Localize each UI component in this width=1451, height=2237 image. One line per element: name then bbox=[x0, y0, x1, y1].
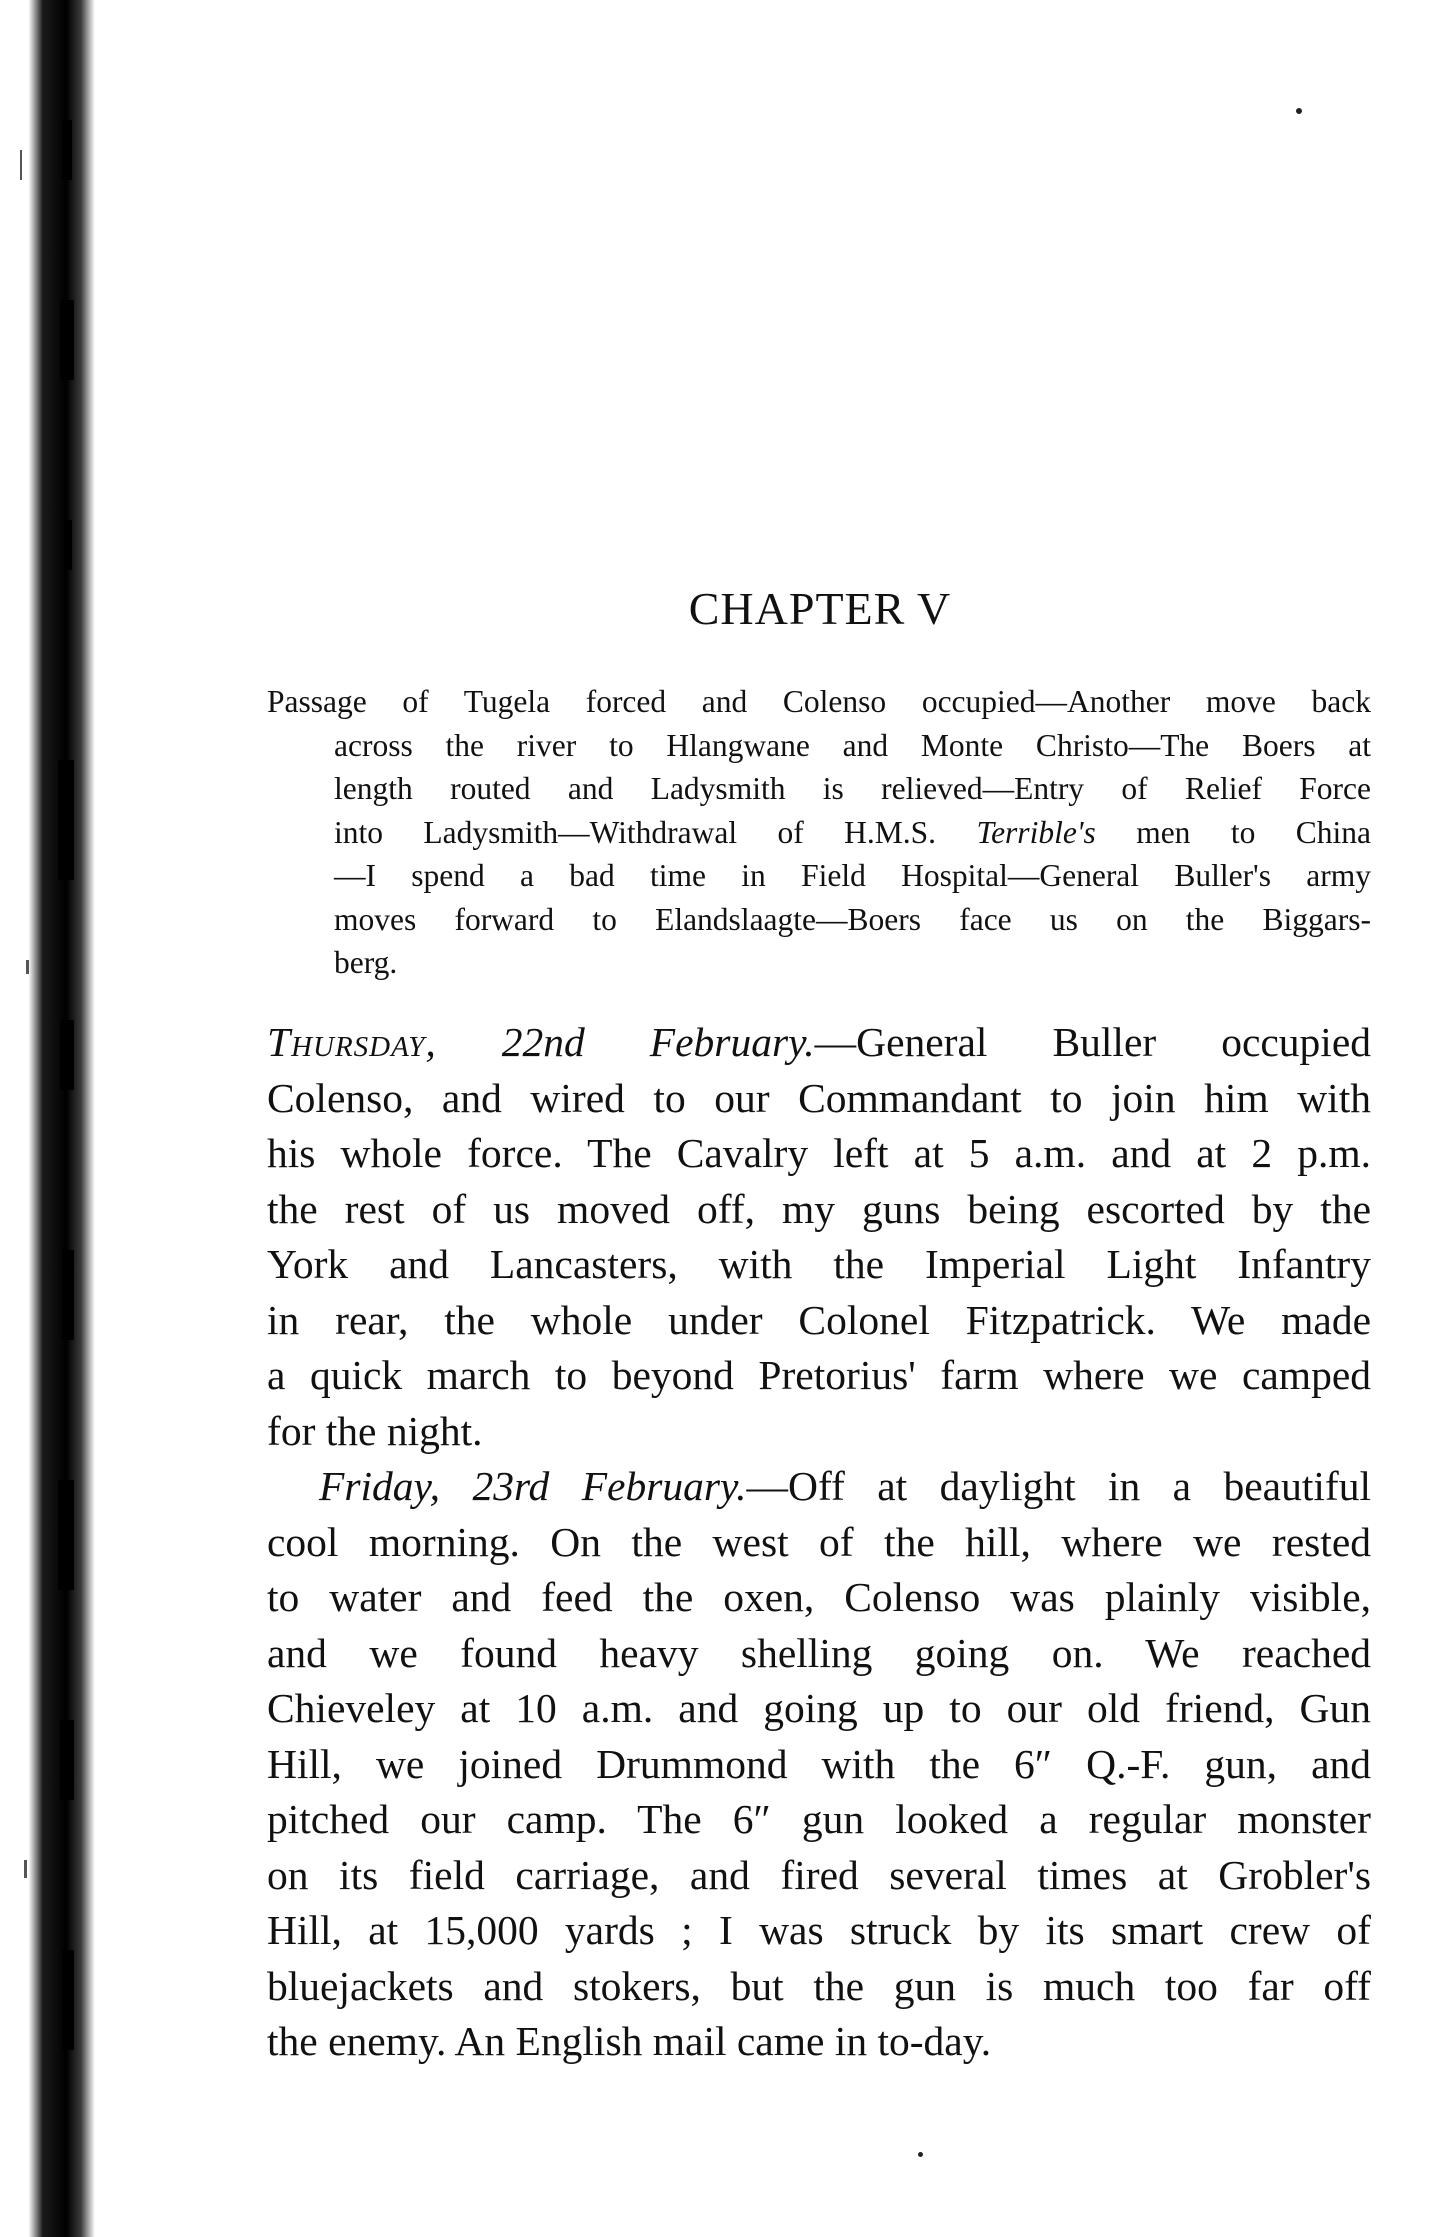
entry-day: Friday, bbox=[319, 1463, 441, 1509]
entry-line: and we found heavy shelling going on. We reached bbox=[267, 1629, 1371, 1676]
diary-body bbox=[267, 1015, 1371, 2070]
summary-line: across the river to Hlangwane and Monte Christo—The Boers at bbox=[334, 727, 1371, 763]
summary-line-head: into Ladysmith—Withdrawal of H.M.S. bbox=[334, 814, 977, 850]
entry-line: cool morning. On the west of the hill, where we rested bbox=[267, 1518, 1371, 1565]
entry-line: Colenso, and wired to our Commandant to join him with bbox=[267, 1074, 1371, 1121]
entry-date: 23rd February. bbox=[440, 1463, 747, 1509]
scan-gutter-shadow bbox=[0, 0, 95, 2237]
summary-line: Passage of Tugela forced and Colenso occupied—Another move back bbox=[267, 684, 1371, 719]
entry-heading-line bbox=[267, 1459, 1371, 1515]
entry-line: the enemy. An English mail came in to-day. bbox=[267, 2018, 992, 2064]
scan-speck bbox=[1296, 108, 1302, 114]
chapter-title: CHAPTER V bbox=[688, 583, 952, 634]
summary-line: berg. bbox=[334, 945, 398, 980]
entry-line: Hill, we joined Drummond with the 6″ Q.-F. gun, and bbox=[267, 1740, 1371, 1787]
entry-line: to water and feed the oxen, Colenso was plainly visible, bbox=[267, 1574, 1371, 1620]
entry-line: on its field carriage, and fired several times at Grobler's bbox=[267, 1851, 1371, 1898]
entry-line: a quick march to beyond Pretorius' farm where we camped bbox=[267, 1352, 1371, 1398]
summary-line: length routed and Ladysmith is relieved—Entry of Relief Force bbox=[334, 771, 1371, 806]
ship-name: Terrible's bbox=[976, 814, 1096, 850]
entry-line: bluejackets and stokers, but the gun is much too far off bbox=[267, 1962, 1371, 2009]
entry-lead-text: —General Buller occupied bbox=[814, 1019, 1371, 1065]
entry-date: 22nd February. bbox=[436, 1019, 815, 1065]
entry-line: the rest of us moved off, my guns being escorted by the bbox=[267, 1185, 1371, 1232]
summary-line-with-ship bbox=[267, 811, 1371, 855]
entry-line: for the night. bbox=[267, 1407, 483, 1454]
entry-line: Chieveley at 10 a.m. and going up to our old friend, Gun bbox=[267, 1685, 1371, 1731]
entry-line: in rear, the whole under Colonel Fitzpatrick. We made bbox=[267, 1296, 1371, 1343]
entry-day: Thursday, bbox=[267, 1019, 437, 1065]
summary-line-tail: men to China bbox=[1095, 814, 1371, 850]
summary-line: moves forward to Elandslaagte—Boers face us on the Biggars- bbox=[334, 901, 1371, 937]
chapter-summary bbox=[267, 680, 1371, 985]
scan-speck bbox=[918, 2152, 923, 2157]
entry-heading-line bbox=[267, 1015, 1371, 1071]
entry-lead-text: —Off at daylight in a beautiful bbox=[746, 1463, 1371, 1509]
summary-line: —I spend a bad time in Field Hospital—General Buller's army bbox=[334, 858, 1371, 893]
entry-line: his whole force. The Cavalry left at 5 a.m. and at 2 p.m. bbox=[267, 1130, 1371, 1176]
entry-line: pitched our camp. The 6″ gun looked a regular monster bbox=[267, 1796, 1371, 1842]
entry-line: Hill, at 15,000 yards ; I was struck by its smart crew of bbox=[267, 1907, 1371, 1953]
entry-line: York and Lancasters, with the Imperial Light Infantry bbox=[267, 1241, 1371, 1287]
